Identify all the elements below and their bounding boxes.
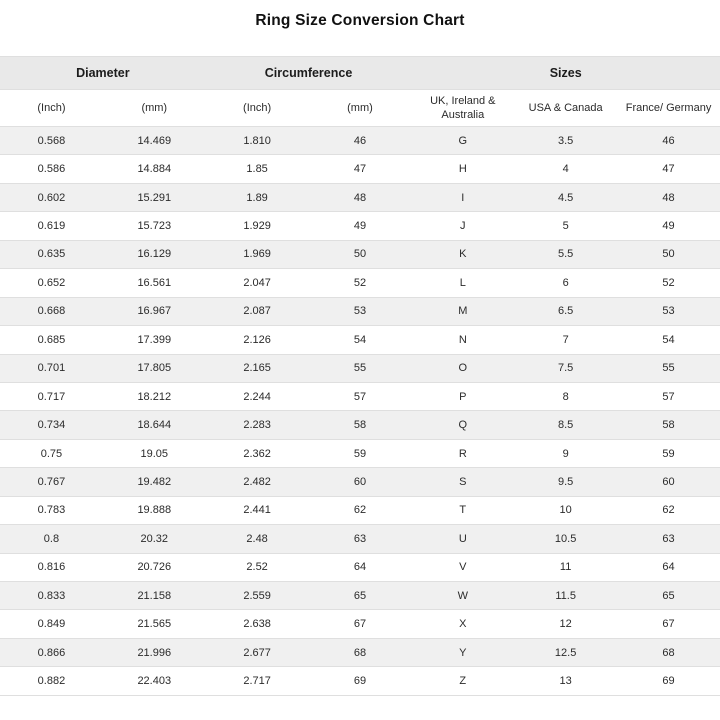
table-cell: 1.969	[243, 248, 271, 261]
table-cell: M	[458, 305, 468, 318]
table-cell: N	[458, 333, 467, 346]
table-cell: 57	[353, 390, 367, 403]
table-cell: 47	[662, 163, 675, 176]
ring-size-conversion-table	[0, 56, 720, 696]
table-cell: 14.469	[137, 134, 172, 147]
table-cell: Y	[459, 646, 467, 659]
table-cell: 0.783	[37, 504, 66, 517]
table-row	[0, 411, 720, 439]
table-cell: 62	[353, 504, 367, 517]
table-cell: 0.568	[37, 134, 66, 147]
table-cell: 2.165	[243, 362, 271, 375]
column-group-circumference: Circumference	[264, 66, 353, 80]
table-cell: 54	[662, 333, 675, 346]
table-cell: 13	[559, 675, 572, 688]
table-cell: 0.602	[37, 191, 66, 204]
table-cell: 4	[562, 163, 569, 176]
table-cell: 49	[662, 220, 675, 233]
table-cell: 0.816	[37, 561, 66, 574]
table-cell: 4.5	[557, 191, 574, 204]
table-row	[0, 240, 720, 268]
table-cell: 2.244	[243, 390, 271, 403]
table-row	[0, 525, 720, 553]
table-cell: 2.283	[243, 419, 271, 432]
table-cell: 63	[662, 532, 675, 545]
table-cell: 15.723	[137, 220, 172, 233]
table-cell: 0.635	[37, 248, 66, 261]
table-cell: 65	[353, 589, 367, 602]
table-cell: 0.767	[37, 475, 66, 488]
table-cell: 19.888	[137, 504, 172, 517]
table-cell: Q	[458, 419, 468, 432]
table-cell: U	[458, 532, 467, 545]
table-cell: X	[459, 618, 467, 631]
table-cell: 52	[662, 276, 675, 289]
table-cell: 12.5	[554, 646, 577, 659]
table-cell: 1.929	[243, 220, 271, 233]
table-cell: P	[459, 390, 467, 403]
table-row	[0, 326, 720, 354]
table-cell: 18.212	[137, 390, 172, 403]
column-group-sizes: Sizes	[549, 66, 582, 80]
table-cell: 50	[353, 248, 367, 261]
table-cell: R	[458, 447, 467, 460]
table-cell: 10	[559, 504, 572, 517]
table-row	[0, 553, 720, 581]
table-cell: 2.482	[243, 475, 271, 488]
column-group-diameter: Diameter	[76, 66, 130, 80]
table-cell: G	[458, 134, 468, 147]
table-cell: 9	[562, 447, 569, 460]
table-cell: 62	[662, 504, 675, 517]
table-cell: 50	[662, 248, 675, 261]
table-cell: 0.685	[37, 333, 66, 346]
table-cell: 46	[662, 134, 675, 147]
table-row	[0, 582, 720, 610]
table-cell: 69	[353, 675, 367, 688]
table-cell: 22.403	[137, 675, 172, 688]
table-cell: 54	[353, 333, 367, 346]
table-cell: 18.644	[137, 419, 172, 432]
table-cell: 0.833	[37, 589, 66, 602]
table-row	[0, 382, 720, 410]
table-cell: 48	[353, 191, 367, 204]
table-cell: 17.399	[137, 333, 172, 346]
table-cell: 2.126	[243, 333, 271, 346]
table-cell: 0.734	[37, 419, 66, 432]
table-cell: 20.726	[137, 561, 172, 574]
table-cell: 64	[662, 561, 675, 574]
table-cell: 0.882	[37, 675, 66, 688]
column-header: USA & Canada	[528, 101, 603, 114]
table-cell: J	[460, 220, 466, 233]
table-cell: 0.619	[37, 220, 66, 233]
table-cell: K	[459, 248, 467, 261]
table-header	[0, 57, 720, 127]
table-cell: 67	[662, 618, 675, 631]
table-cell: 19.05	[140, 447, 169, 460]
table-body	[0, 127, 720, 696]
table-cell: 64	[353, 561, 367, 574]
table-cell: 15.291	[137, 191, 172, 204]
table-cell: 11	[559, 561, 572, 574]
table-cell: 67	[353, 618, 367, 631]
table-cell: 55	[662, 362, 675, 375]
table-cell: V	[459, 561, 467, 574]
table-cell: 0.75	[40, 447, 63, 460]
table-cell: S	[459, 475, 467, 488]
table-cell: 0.717	[37, 390, 66, 403]
table-cell: 58	[662, 419, 675, 432]
table-cell: 2.52	[246, 561, 268, 574]
column-header: France/ Germany	[625, 101, 712, 114]
table-cell: 2.559	[243, 589, 271, 602]
table-cell: 1.810	[243, 134, 271, 147]
table-cell: 21.565	[137, 618, 172, 631]
table-cell: 2.677	[243, 646, 271, 659]
table-cell: 53	[353, 305, 367, 318]
page-title: Ring Size Conversion Chart	[255, 12, 465, 29]
table-cell: 5.5	[557, 248, 574, 261]
column-header: (mm)	[347, 101, 373, 114]
table-cell: 8.5	[557, 419, 574, 432]
table-cell: 16.561	[137, 276, 172, 289]
table-cell: 1.89	[246, 191, 268, 204]
table-cell: 9.5	[557, 475, 574, 488]
table-cell: 0.866	[37, 646, 66, 659]
table-cell: I	[461, 191, 465, 204]
table-row	[0, 297, 720, 325]
table-row	[0, 155, 720, 183]
table-cell: 2.362	[243, 447, 271, 460]
table-cell: 59	[662, 447, 675, 460]
table-cell: 7	[562, 333, 569, 346]
table-cell: 55	[353, 362, 367, 375]
column-header: UK, Ireland & Australia	[430, 94, 496, 121]
table-cell: 57	[662, 390, 675, 403]
table-cell: 60	[662, 475, 675, 488]
table-cell: W	[457, 589, 468, 602]
table-cell: 0.849	[37, 618, 66, 631]
table-cell: 21.996	[137, 646, 172, 659]
table-cell: 2.638	[243, 618, 271, 631]
table-row	[0, 468, 720, 496]
table-cell: 59	[353, 447, 367, 460]
table-cell: 52	[353, 276, 367, 289]
table-cell: 47	[353, 163, 367, 176]
table-row	[0, 212, 720, 240]
table-cell: 69	[662, 675, 675, 688]
table-row	[0, 354, 720, 382]
column-header: (mm)	[141, 101, 168, 114]
table-cell: 0.8	[43, 532, 60, 545]
table-cell: 2.441	[243, 504, 271, 517]
table-cell: 0.586	[37, 163, 66, 176]
table-cell: 16.129	[137, 248, 172, 261]
table-row	[0, 269, 720, 297]
table-cell: 20.32	[140, 532, 169, 545]
table-cell: 16.967	[137, 305, 172, 318]
table-cell: 6	[562, 276, 569, 289]
table-cell: 2.087	[243, 305, 271, 318]
table-cell: 68	[353, 646, 367, 659]
table-cell: 11.5	[555, 589, 576, 602]
table-cell: 0.701	[37, 362, 66, 375]
table-cell: 46	[353, 134, 367, 147]
table-row	[0, 183, 720, 211]
table-row	[0, 667, 720, 695]
table-cell: 0.652	[37, 276, 66, 289]
table-cell: 2.48	[246, 532, 268, 545]
table-cell: 19.482	[137, 475, 172, 488]
table-row	[0, 610, 720, 638]
table-row	[0, 439, 720, 467]
table-cell: 12	[559, 618, 572, 631]
table-row	[0, 127, 720, 155]
header-group-row	[0, 57, 720, 90]
column-header: (Inch)	[37, 101, 66, 114]
table-row	[0, 638, 720, 666]
table-cell: 0.668	[37, 305, 66, 318]
table-cell: L	[459, 276, 466, 289]
table-cell: 58	[353, 419, 367, 432]
table-row	[0, 496, 720, 524]
table-cell: 7.5	[557, 362, 574, 375]
table-cell: 2.717	[243, 675, 271, 688]
table-cell: T	[459, 504, 467, 517]
table-cell: 14.884	[137, 163, 172, 176]
table-cell: 60	[353, 475, 367, 488]
table-cell: 8	[562, 390, 569, 403]
table-cell: 17.805	[137, 362, 172, 375]
column-header: (Inch)	[243, 101, 272, 114]
table-cell: 6.5	[557, 305, 574, 318]
table-cell: 5	[562, 220, 569, 233]
table-cell: 49	[353, 220, 367, 233]
table-cell: 48	[662, 191, 675, 204]
table-cell: H	[458, 163, 467, 176]
header-columns-row	[0, 90, 720, 127]
table-cell: 65	[662, 589, 675, 602]
table-cell: 1.85	[246, 163, 268, 176]
table-cell: O	[458, 362, 468, 375]
table-cell: 10.5	[554, 532, 577, 545]
table-cell: 3.5	[557, 134, 574, 147]
table-cell: Z	[459, 675, 467, 688]
table-cell: 68	[662, 646, 675, 659]
table-cell: 53	[662, 305, 675, 318]
table-cell: 21.158	[137, 589, 172, 602]
table-cell: 63	[353, 532, 367, 545]
table-cell: 2.047	[243, 276, 271, 289]
